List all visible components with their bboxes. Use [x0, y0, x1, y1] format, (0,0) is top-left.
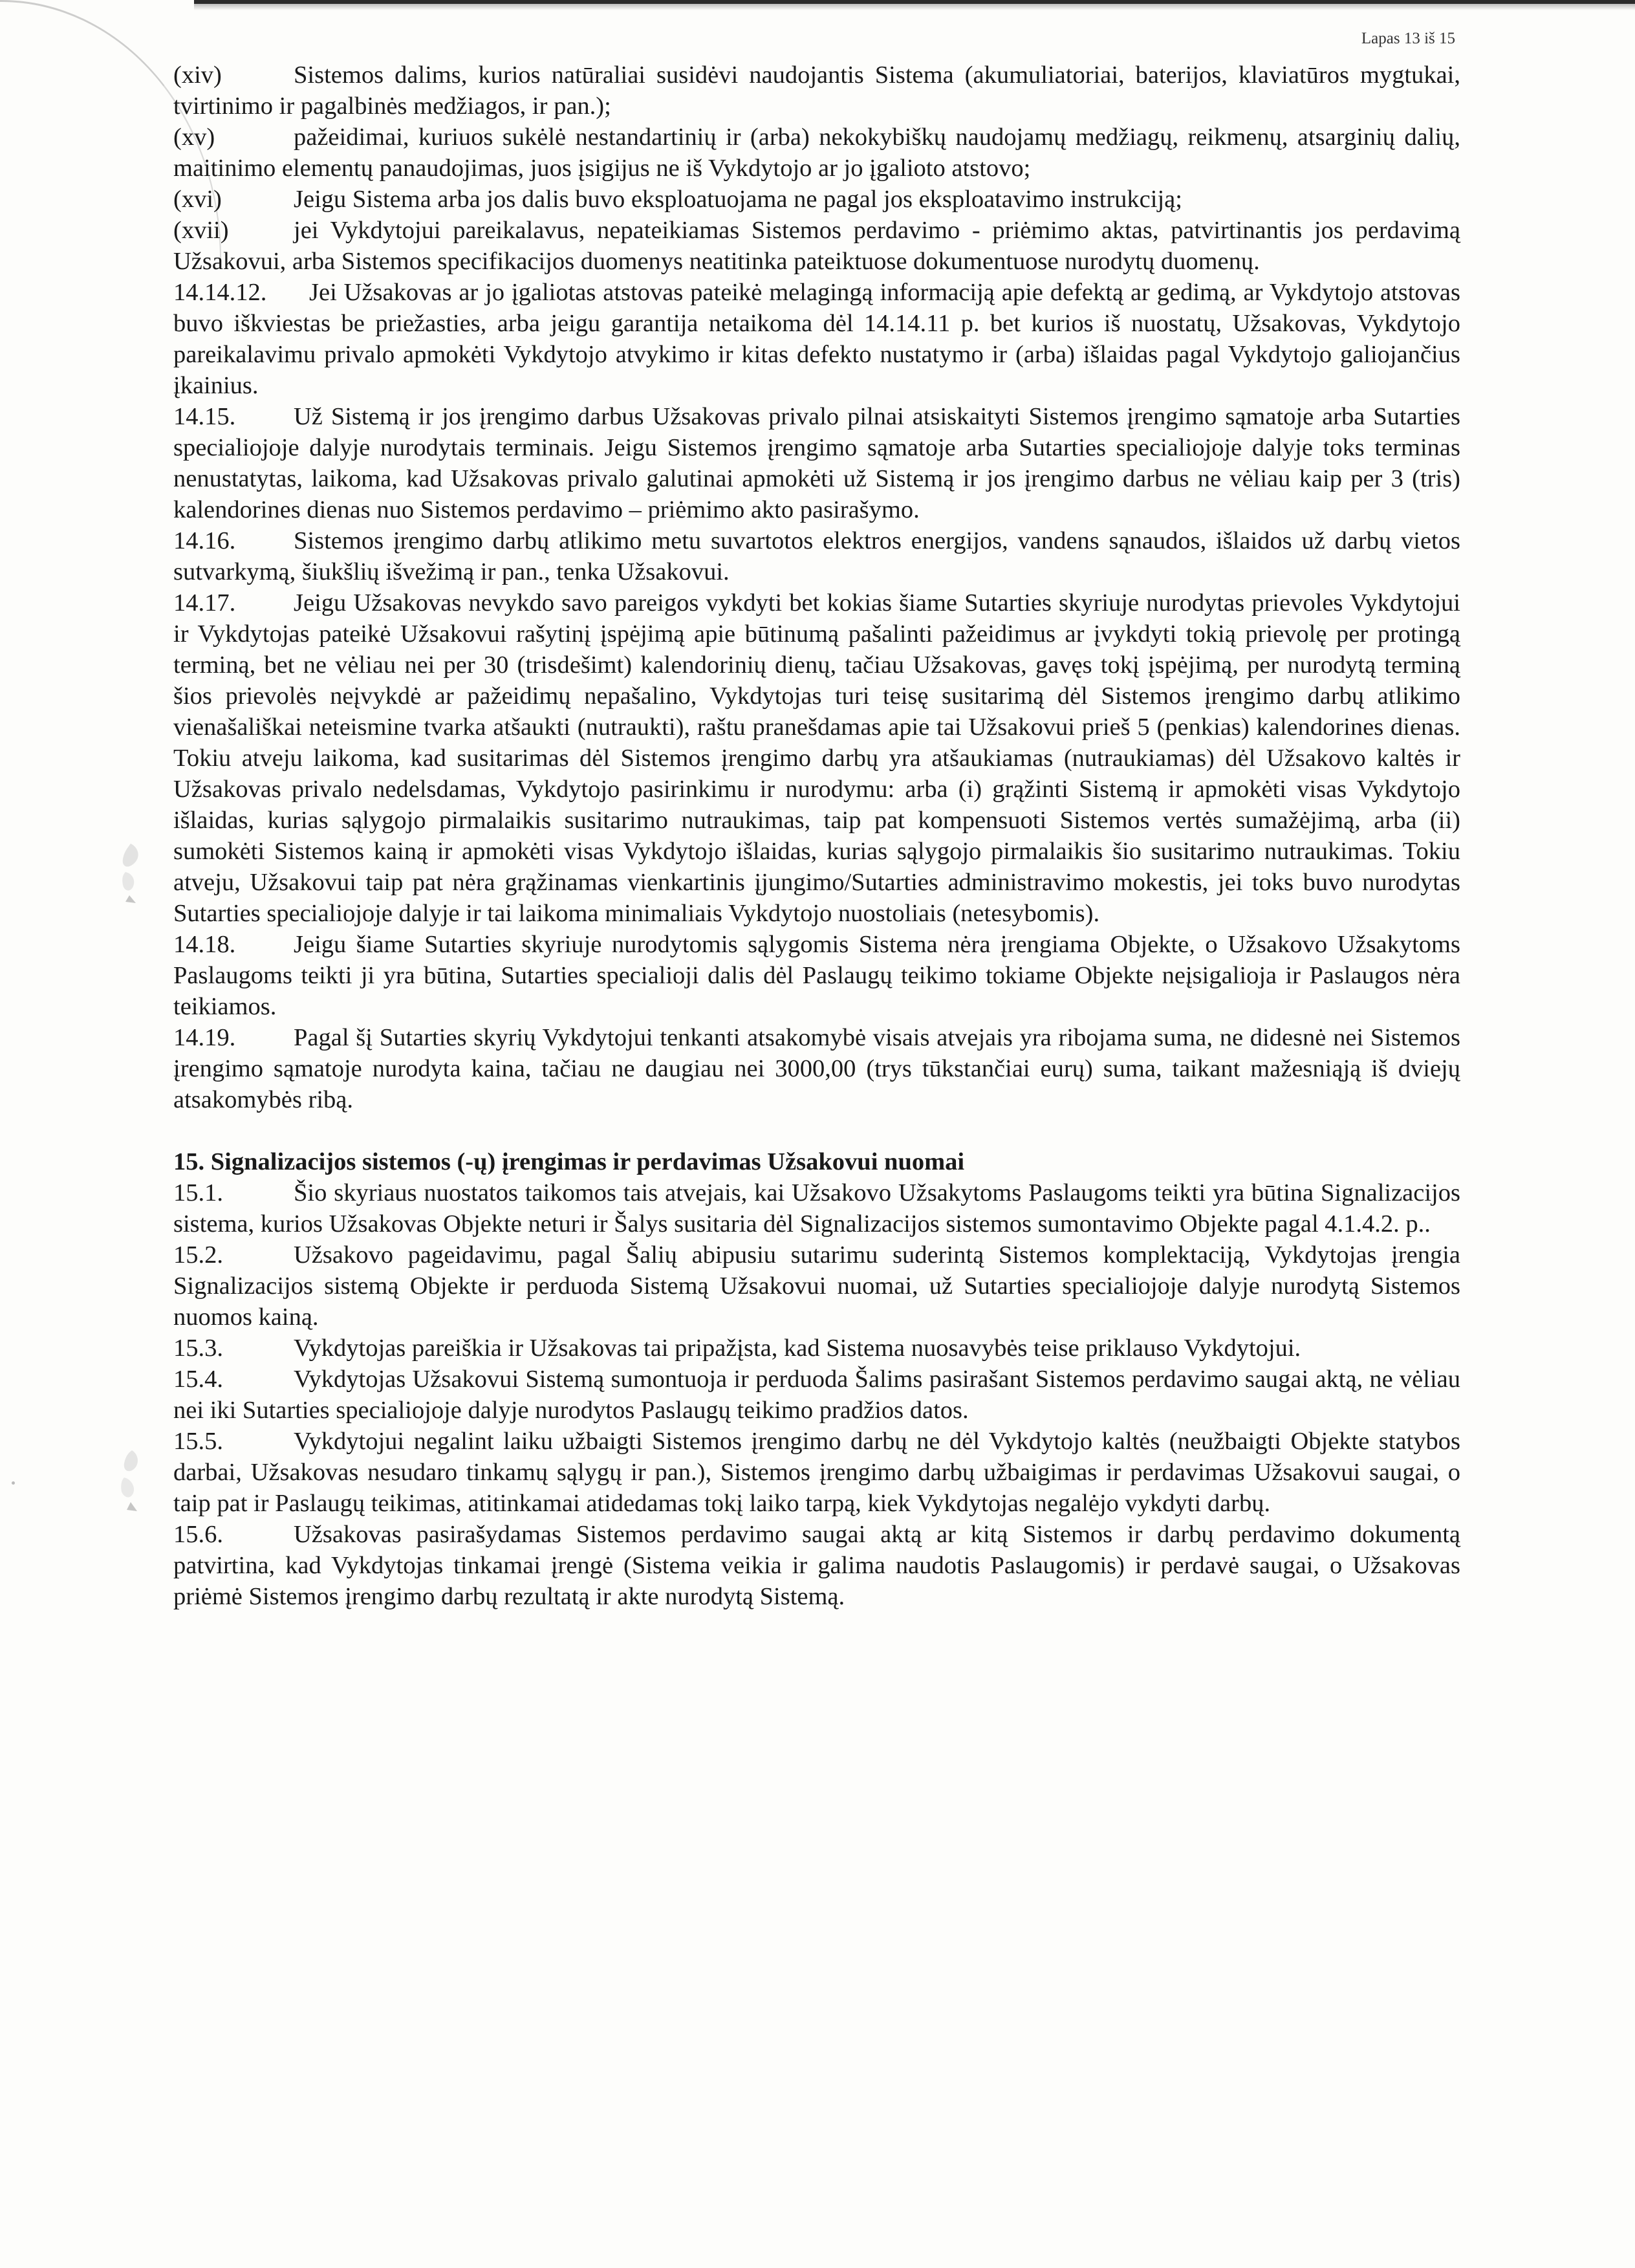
paragraph-xvi	[173, 184, 1460, 215]
page-number: Lapas 13 iš 15	[1361, 30, 1455, 47]
binder-hole-mark	[116, 841, 145, 906]
paragraph-number: (xv)	[173, 124, 215, 151]
paragraph-text: Užsakovas pasirašydamas Sistemos perdavimo saugai aktą ar kitą Sistemos ir darbų perdavimo dokumentą patvirtina, kad Vykdytojas tinkamai įrengė (Sistema veikia ir galima naudotis Paslaugomis) ir perdavė saugai, o Užsakovas priėmė Sistemos įrengimo darbų rezultatą ir akte nurodytą Sistemą.	[173, 1521, 1460, 1610]
paragraph-text: Jeigu Užsakovas nevykdo savo pareigos vykdyti bet kokias šiame Sutarties skyriuje nurodytas prievoles Vykdytojui ir Vykdytojas pateikė Užsakovui rašytinį įspėjimą apie būtinumą pašalinti pažeidimus ar įvykdyti tokią prievolę per protingą terminą, bet ne vėliau nei per 30 (trisdešimt) kalendorinių dienų, tačiau Užsakovas, gavęs tokį įspėjimą, per nurodytą terminą šios prievolės neįvykdė ar pažeidimų nepašalino, Vykdytojas turi teisę susitarimą dėl Sistemos įrengimo darbų atlikimo vienašališkai neteismine tvarka atšaukti (nutraukti), raštu pranešdamas apie tai Užsakovui prieš 5 (penkias) kalendorines dienas. Tokiu atveju laikoma, kad susitarimas dėl Sistemos įrengimo darbų yra atšaukiamas (nutraukiamas) dėl Užsakovo kaltės ir Užsakovas privalo nedelsdamas, Vykdytojo pasirinkimu ir nurodymu: arba (i) grąžinti Sistemą ir apmokėti visas Vykdytojo išlaidas, kurias sąlygojo pirmalaikis susitarimo nutraukimas, taip pat kompensuoti Sistemos vertės sumažėjimą, arba (ii) sumokėti Sistemos kainą ir apmokėti visas Vykdytojo išlaidas, kurias sąlygojo pirmalaikis šio susitarimo nutraukimas. Tokiu atveju, Užsakovui taip pat nėra grąžinamas vienkartinis įjungimo/Sutarties administravimo mokestis, jei toks buvo nurodytas Sutarties specialiojoje dalyje ir tai laikoma minimaliais Vykdytojo nuostoliais (netesybomis).	[173, 589, 1460, 927]
paragraph-number: (xiv)	[173, 61, 222, 89]
paragraph-text: Šio skyriaus nuostatos taikomos tais atvejais, kai Užsakovo Užsakytoms Paslaugoms teikti yra būtina Signalizacijos sistema, kurios Užsakovas Objekte neturi ir Šalys susitaria dėl Signalizacijos sistemos sumontavimo Objekte pagal 4.1.4.2. p..	[173, 1179, 1460, 1238]
paragraph-14-18	[173, 929, 1460, 1022]
paragraph-text: Jeigu Sistema arba jos dalis buvo eksploatuojama ne pagal jos eksploatavimo instrukciją;	[294, 186, 1182, 213]
paragraph-14-19	[173, 1022, 1460, 1115]
paragraph-text: Jeigu šiame Sutarties skyriuje nurodytomis sąlygomis Sistema nėra įrengiama Objekte, o Užsakovo Užsakytoms Paslaugoms teikti ji yra būtina, Sutarties specialioji dalis dėl Paslaugų teikimo tokiame Objekte neįsigalioja ir Paslaugos nėra teikiamos.	[173, 931, 1460, 1020]
paragraph-xvii	[173, 215, 1460, 277]
paragraph-text: Užsakovo pageidavimu, pagal Šalių abipusiu sutarimu suderintą Sistemos komplektaciją, Vykdytojas įrengia Signalizacijos sistemą Objekte ir perduoda Sistemą Užsakovui nuomai, už Sutarties specialiojoje dalyje nurodytą Sistemos nuomos kainą.	[173, 1241, 1460, 1331]
paragraph-14-15	[173, 401, 1460, 525]
paragraph-number: 15.4.	[173, 1366, 223, 1393]
paragraph-number: 14.16.	[173, 527, 236, 554]
paragraph-number: 14.18.	[173, 931, 236, 958]
scan-top-shadow	[194, 4, 1635, 10]
paragraph-number: 14.14.12.	[173, 279, 267, 306]
paragraph-text: Sistemos įrengimo darbų atlikimo metu suvartotos elektros energijos, vandens sąnaudos, išlaidos už darbų vietos sutvarkymą, šiukšlių išvežimą ir pan., tenka Užsakovui.	[173, 527, 1460, 585]
paragraph-15-2	[173, 1239, 1460, 1333]
paragraph-15-3	[173, 1333, 1460, 1364]
paragraph-number: 15.5.	[173, 1428, 223, 1455]
paragraph-15-4	[173, 1364, 1460, 1426]
paragraph-14-14-12	[173, 277, 1460, 401]
paragraph-number: 14.15.	[173, 403, 236, 430]
scan-speck	[12, 1481, 15, 1485]
paragraph-text: jei Vykdytojui pareikalavus, nepateikiamas Sistemos perdavimo - priėmimo aktas, patvirtinantis jos perdavimą Užsakovui, arba Sistemos specifikacijos duomenys neatitinka pateiktuose dokumentuose nurodytų duomenų.	[173, 217, 1460, 275]
paragraph-text: Pagal šį Sutarties skyrių Vykdytojui tenkanti atsakomybė visais atvejais yra ribojama suma, ne didesnė nei Sistemos įrengimo sąmatoje nurodyta kaina, tačiau ne daugiau nei 3000,00 (trys tūkstančiai eurų) suma, taikant mažesniąją iš dviejų atsakomybės ribą.	[173, 1024, 1460, 1113]
paragraph-number: (xvii)	[173, 217, 229, 244]
binder-hole-mark	[116, 1449, 145, 1514]
paragraph-number: 14.19.	[173, 1024, 236, 1051]
paragraph-text: Už Sistemą ir jos įrengimo darbus Užsakovas privalo pilnai atsiskaityti Sistemos įrengimo sąmatoje arba Sutarties specialiojoje dalyje nurodytais terminais. Jeigu Sistemos įrengimo sąmatoje arba Sutarties specialiojoje dalyje toks terminas nenustatytas, laikoma, kad Užsakovas privalo galutinai apmokėti už Sistemą ir jos įrengimo darbus ne vėliau kaip per 3 (tris) kalendorines dienas nuo Sistemos perdavimo – priėmimo akto pasirašymo.	[173, 403, 1460, 523]
paragraph-text: Vykdytojas Užsakovui Sistemą sumontuoja ir perduoda Šalims pasirašant Sistemos perdavimo saugai aktą, ne vėliau nei iki Sutarties specialiojoje dalyje nurodytos Paslaugų teikimo pradžios datos.	[173, 1366, 1460, 1424]
paragraph-15-5	[173, 1426, 1460, 1519]
section-heading: 15. Signalizacijos sistemos (-ų) įrengimas ir perdavimas Užsakovui nuomai	[173, 1148, 965, 1175]
paragraph-text: Vykdytojui negalint laiku užbaigti Sistemos įrengimo darbų ne dėl Vykdytojo kaltės (neužbaigti Objekte statybos darbai, Užsakovas nesudaro tinkamų sąlygų ir pan.), Sistemos įrengimo darbų užbaigimas ir perdavimas Užsakovui saugai, o taip pat ir Paslaugų teikimas, atitinkamai atidedamas tokį laiko tarpą, kiek Vykdytojas negalėjo vykdyti darbų.	[173, 1428, 1460, 1517]
paragraph-number: 14.17.	[173, 589, 236, 616]
paragraph-15-1	[173, 1177, 1460, 1239]
paragraph-number: 15.3.	[173, 1335, 223, 1362]
paragraph-text: Vykdytojas pareiškia ir Užsakovas tai pripažįsta, kad Sistema nuosavybės teise priklauso Vykdytojui.	[294, 1335, 1301, 1362]
paragraph-xiv	[173, 60, 1460, 122]
paragraph-number: (xvi)	[173, 186, 222, 213]
paragraph-xv	[173, 122, 1460, 184]
paragraph-number: 15.6.	[173, 1521, 223, 1548]
paragraph-number: 15.2.	[173, 1241, 223, 1269]
paragraph-14-17	[173, 587, 1460, 929]
document-body	[173, 60, 1460, 1612]
paragraph-text: Sistemos dalims, kurios natūraliai susidėvi naudojantis Sistema (akumuliatoriai, baterijos, klaviatūros mygtukai, tvirtinimo ir pagalbinės medžiagos, ir pan.);	[173, 61, 1460, 120]
paragraph-15-6	[173, 1519, 1460, 1612]
paragraph-text: Jei Užsakovas ar jo įgaliotas atstovas pateikė melagingą informaciją apie defektą ar gedimą, ar Vykdytojo atstovas buvo iškviestas be priežasties, arba jeigu garantija netaikoma dėl 14.14.11 p. bet kurios iš nuostatų, Užsakovas, Vykdytojo pareikalavimu privalo apmokėti Vykdytojo atvykimo ir kitas defekto nustatymo ir (arba) išlaidas pagal Vykdytojo galiojančius įkainius.	[173, 279, 1460, 399]
paragraph-14-16	[173, 525, 1460, 587]
paragraph-text: pažeidimai, kuriuos sukėlė nestandartinių ir (arba) nekokybiškų naudojamų medžiagų, reikmenų, atsarginių dalių, maitinimo elementų panaudojimas, juos įsigijus ne iš Vykdytojo ar jo įgalioto atstovo;	[173, 124, 1460, 182]
paragraph-number: 15.1.	[173, 1179, 223, 1206]
